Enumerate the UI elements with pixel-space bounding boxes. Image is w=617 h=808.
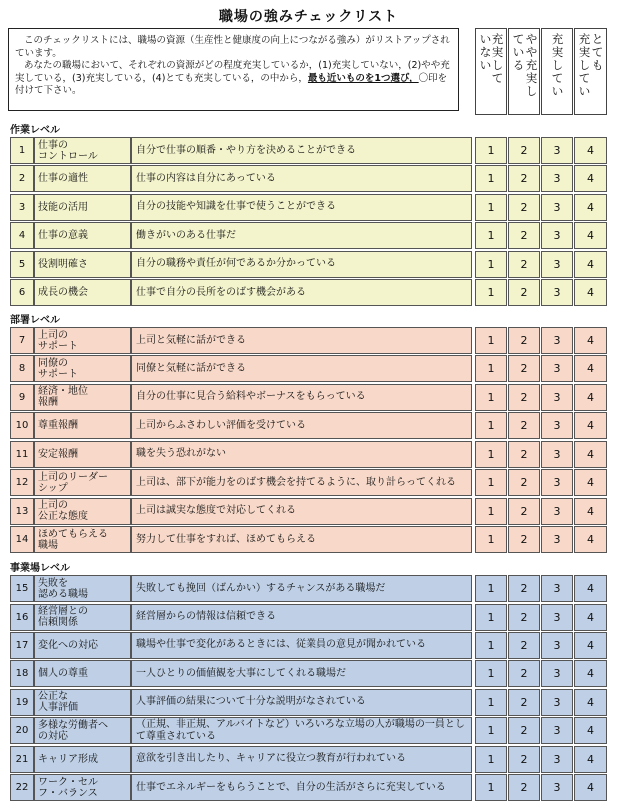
rating-option-4[interactable]: 4 [574, 717, 607, 744]
rating-option-2[interactable]: 2 [508, 689, 540, 716]
item-number: 22 [10, 774, 34, 801]
item-description: 上司と気軽に話ができる [131, 327, 472, 354]
rating-option-4[interactable]: 4 [574, 632, 607, 659]
rating-option-2[interactable]: 2 [508, 717, 540, 744]
rating-option-4[interactable]: 4 [574, 165, 607, 192]
rating-option-4[interactable]: 4 [574, 384, 607, 411]
item-description: 同僚と気軽に話ができる [131, 355, 472, 382]
rating-option-2[interactable]: 2 [508, 137, 540, 164]
rating-option-1[interactable]: 1 [475, 441, 507, 468]
rating-option-2[interactable]: 2 [508, 469, 540, 496]
rating-option-4[interactable]: 4 [574, 327, 607, 354]
rating-option-3[interactable]: 3 [541, 137, 573, 164]
item-number: 6 [10, 279, 34, 306]
section-label: 部署レベル [10, 315, 60, 326]
rating-option-3[interactable]: 3 [541, 222, 573, 249]
rating-option-1[interactable]: 1 [475, 746, 507, 773]
rating-option-4[interactable]: 4 [574, 222, 607, 249]
rating-option-4[interactable]: 4 [574, 526, 607, 553]
item-number: 1 [10, 137, 34, 164]
section-label: 事業場レベル [10, 563, 70, 574]
item-description: 一人ひとりの価値観を大事にしてくれる職場だ [131, 660, 472, 687]
scale-header-4-col-a: とても [591, 32, 604, 72]
rating-option-1[interactable]: 1 [475, 384, 507, 411]
rating-option-1[interactable]: 1 [475, 526, 507, 553]
rating-option-1[interactable]: 1 [475, 194, 507, 221]
item-number: 15 [10, 575, 34, 602]
rating-option-2[interactable]: 2 [508, 774, 540, 801]
item-description: 働きがいのある仕事だ [131, 222, 472, 249]
item-description: 努力して仕事をすれば、ほめてもらえる [131, 526, 472, 553]
item-number: 21 [10, 746, 34, 773]
rating-option-4[interactable]: 4 [574, 137, 607, 164]
rating-option-4[interactable]: 4 [574, 279, 607, 306]
rating-option-2[interactable]: 2 [508, 384, 540, 411]
rating-option-2[interactable]: 2 [508, 412, 540, 439]
rating-option-1[interactable]: 1 [475, 689, 507, 716]
instructions-box [8, 28, 459, 111]
item-name: 同僚の サポート [34, 355, 131, 382]
rating-option-1[interactable]: 1 [475, 165, 507, 192]
item-description: 人事評価の結果について十分な説明がなされている [131, 689, 472, 716]
instructions-line-2 [15, 60, 452, 98]
rating-option-3[interactable]: 3 [541, 194, 573, 221]
item-number: 11 [10, 441, 34, 468]
item-description: 自分の職務や責任が何であるか分かっている [131, 251, 472, 278]
rating-option-4[interactable]: 4 [574, 498, 607, 525]
rating-option-2[interactable]: 2 [508, 279, 540, 306]
item-name: 変化への対応 [34, 632, 131, 659]
rating-option-3[interactable]: 3 [541, 632, 573, 659]
rating-option-4[interactable]: 4 [574, 604, 607, 631]
item-name: 仕事の コントロール [34, 137, 131, 164]
item-description: 上司は誠実な態度で対応してくれる [131, 498, 472, 525]
item-name: 個人の尊重 [34, 660, 131, 687]
item-description: 上司は、部下が能力をのばす機会を持てるように、取り計らってくれる [131, 469, 472, 496]
rating-option-3[interactable]: 3 [541, 717, 573, 744]
rating-option-3[interactable]: 3 [541, 355, 573, 382]
scale-header-4-col-b: 充実してい [578, 32, 591, 98]
item-description: 職場や仕事で変化があるときには、従業員の意見が聞かれている [131, 632, 472, 659]
item-number: 5 [10, 251, 34, 278]
rating-option-4[interactable]: 4 [574, 469, 607, 496]
scale-header-2-col-a: やや充実し [525, 32, 538, 98]
rating-option-2[interactable]: 2 [508, 327, 540, 354]
rating-option-2[interactable]: 2 [508, 251, 540, 278]
scale-header-2 [508, 28, 540, 115]
rating-option-4[interactable]: 4 [574, 412, 607, 439]
item-name: 上司の サポート [34, 327, 131, 354]
rating-option-2[interactable]: 2 [508, 355, 540, 382]
item-description: 自分の仕事に見合う給料やボーナスをもらっている [131, 384, 472, 411]
item-description: （正規、非正規、アルバイトなど）いろいろな立場の人が職場の一員として尊重されている [131, 717, 472, 744]
item-name: 役割明確さ [34, 251, 131, 278]
rating-option-2[interactable]: 2 [508, 746, 540, 773]
item-name: ほめてもらえる 職場 [34, 526, 131, 553]
rating-option-1[interactable]: 1 [475, 251, 507, 278]
item-number: 4 [10, 222, 34, 249]
item-name: 経済・地位 報酬 [34, 384, 131, 411]
scale-header-3-col-a: 充実してい [551, 32, 564, 98]
scale-header-3 [541, 28, 573, 115]
rating-option-4[interactable]: 4 [574, 660, 607, 687]
rating-option-3[interactable]: 3 [541, 384, 573, 411]
rating-option-3[interactable]: 3 [541, 689, 573, 716]
scale-header-2-col-b: ている [512, 32, 525, 72]
item-name: 安定報酬 [34, 441, 131, 468]
item-name: 技能の活用 [34, 194, 131, 221]
rating-option-3[interactable]: 3 [541, 498, 573, 525]
item-name: キャリア形成 [34, 746, 131, 773]
item-name: 仕事の適性 [34, 165, 131, 192]
item-description: 意欲を引き出したり、キャリアに役立つ教育が行われている [131, 746, 472, 773]
rating-option-2[interactable]: 2 [508, 441, 540, 468]
item-description: 仕事でエネルギーをもらうことで、自分の生活がさらに充実している [131, 774, 472, 801]
item-number: 7 [10, 327, 34, 354]
rating-option-3[interactable]: 3 [541, 774, 573, 801]
item-description: 上司からふさわしい評価を受けている [131, 412, 472, 439]
item-number: 20 [10, 717, 34, 744]
item-description: 自分の技能や知識を仕事で使うことができる [131, 194, 472, 221]
page-title: 職場の強みチェックリスト [218, 9, 399, 25]
item-description: 経営層からの情報は信頼できる [131, 604, 472, 631]
rating-option-1[interactable]: 1 [475, 327, 507, 354]
rating-option-3[interactable]: 3 [541, 165, 573, 192]
rating-option-3[interactable]: 3 [541, 441, 573, 468]
rating-option-2[interactable]: 2 [508, 194, 540, 221]
instructions-line-1: このチェックリストには、職場の資源（生産性と健康度の向上につながる強み）がリストアップされています。 [15, 35, 450, 59]
rating-option-1[interactable]: 1 [475, 660, 507, 687]
rating-option-2[interactable]: 2 [508, 165, 540, 192]
item-number: 19 [10, 689, 34, 716]
rating-option-1[interactable]: 1 [475, 412, 507, 439]
rating-option-2[interactable]: 2 [508, 498, 540, 525]
item-number: 8 [10, 355, 34, 382]
rating-option-1[interactable]: 1 [475, 632, 507, 659]
item-description: 失敗しても挽回（ばんかい）するチャンスがある職場だ [131, 575, 472, 602]
scale-header-1-col-b: いない [479, 32, 492, 72]
instructions-line-3: 〇印を付けて下さい。 [15, 72, 448, 97]
instructions-emphasis: 最も近いものを1つ選び， [307, 72, 419, 84]
rating-option-3[interactable]: 3 [541, 251, 573, 278]
rating-option-2[interactable]: 2 [508, 526, 540, 553]
rating-option-3[interactable]: 3 [541, 604, 573, 631]
item-name: 仕事の意義 [34, 222, 131, 249]
rating-option-1[interactable]: 1 [475, 279, 507, 306]
rating-option-1[interactable]: 1 [475, 355, 507, 382]
rating-option-3[interactable]: 3 [541, 575, 573, 602]
rating-option-3[interactable]: 3 [541, 660, 573, 687]
rating-option-2[interactable]: 2 [508, 222, 540, 249]
item-description: 仕事の内容は自分にあっている [131, 165, 472, 192]
item-name: 尊重報酬 [34, 412, 131, 439]
item-name: 上司のリーダー シップ [34, 469, 131, 496]
item-number: 17 [10, 632, 34, 659]
item-number: 3 [10, 194, 34, 221]
scale-header-1 [475, 28, 507, 115]
item-name: ワーク・セル フ・バランス [34, 774, 131, 801]
rating-option-3[interactable]: 3 [541, 279, 573, 306]
item-name: 経営層との 信頼関係 [34, 604, 131, 631]
item-number: 18 [10, 660, 34, 687]
item-number: 16 [10, 604, 34, 631]
rating-option-4[interactable]: 4 [574, 575, 607, 602]
rating-option-1[interactable]: 1 [475, 137, 507, 164]
rating-option-3[interactable]: 3 [541, 327, 573, 354]
rating-option-3[interactable]: 3 [541, 469, 573, 496]
item-name: 失敗を 認める職場 [34, 575, 131, 602]
item-name: 公正な 人事評価 [34, 689, 131, 716]
item-number: 10 [10, 412, 34, 439]
rating-option-1[interactable]: 1 [475, 774, 507, 801]
item-number: 9 [10, 384, 34, 411]
item-number: 14 [10, 526, 34, 553]
item-description: 自分で仕事の順番・やり方を決めることができる [131, 137, 472, 164]
instructions-line-2-text: あなたの職場において、それぞれの資源がどの程度充実しているか，(1)充実していない，(2)やや充実している，(3)充実している，(4)とても充実している，の中から， [15, 60, 450, 84]
rating-option-1[interactable]: 1 [475, 222, 507, 249]
rating-option-2[interactable]: 2 [508, 660, 540, 687]
rating-option-4[interactable]: 4 [574, 194, 607, 221]
rating-option-4[interactable]: 4 [574, 689, 607, 716]
item-description: 職を失う恐れがない [131, 441, 472, 468]
rating-option-4[interactable]: 4 [574, 774, 607, 801]
rating-option-1[interactable]: 1 [475, 575, 507, 602]
scale-header-4 [574, 28, 607, 115]
rating-option-4[interactable]: 4 [574, 746, 607, 773]
rating-option-1[interactable]: 1 [475, 717, 507, 744]
rating-option-4[interactable]: 4 [574, 355, 607, 382]
rating-option-2[interactable]: 2 [508, 632, 540, 659]
rating-option-2[interactable]: 2 [508, 604, 540, 631]
rating-option-1[interactable]: 1 [475, 604, 507, 631]
item-description: 仕事で自分の長所をのばす機会がある [131, 279, 472, 306]
item-number: 13 [10, 498, 34, 525]
rating-option-4[interactable]: 4 [574, 441, 607, 468]
item-number: 2 [10, 165, 34, 192]
item-name: 多様な労働者へ の対応 [34, 717, 131, 744]
item-name: 成長の機会 [34, 279, 131, 306]
rating-option-4[interactable]: 4 [574, 251, 607, 278]
rating-option-3[interactable]: 3 [541, 526, 573, 553]
scale-header-1-col-a: 充実して [491, 32, 504, 85]
item-number: 12 [10, 469, 34, 496]
rating-option-1[interactable]: 1 [475, 469, 507, 496]
rating-option-1[interactable]: 1 [475, 498, 507, 525]
rating-option-2[interactable]: 2 [508, 575, 540, 602]
rating-option-3[interactable]: 3 [541, 412, 573, 439]
rating-option-3[interactable]: 3 [541, 746, 573, 773]
item-name: 上司の 公正な態度 [34, 498, 131, 525]
section-label: 作業レベル [10, 125, 60, 136]
